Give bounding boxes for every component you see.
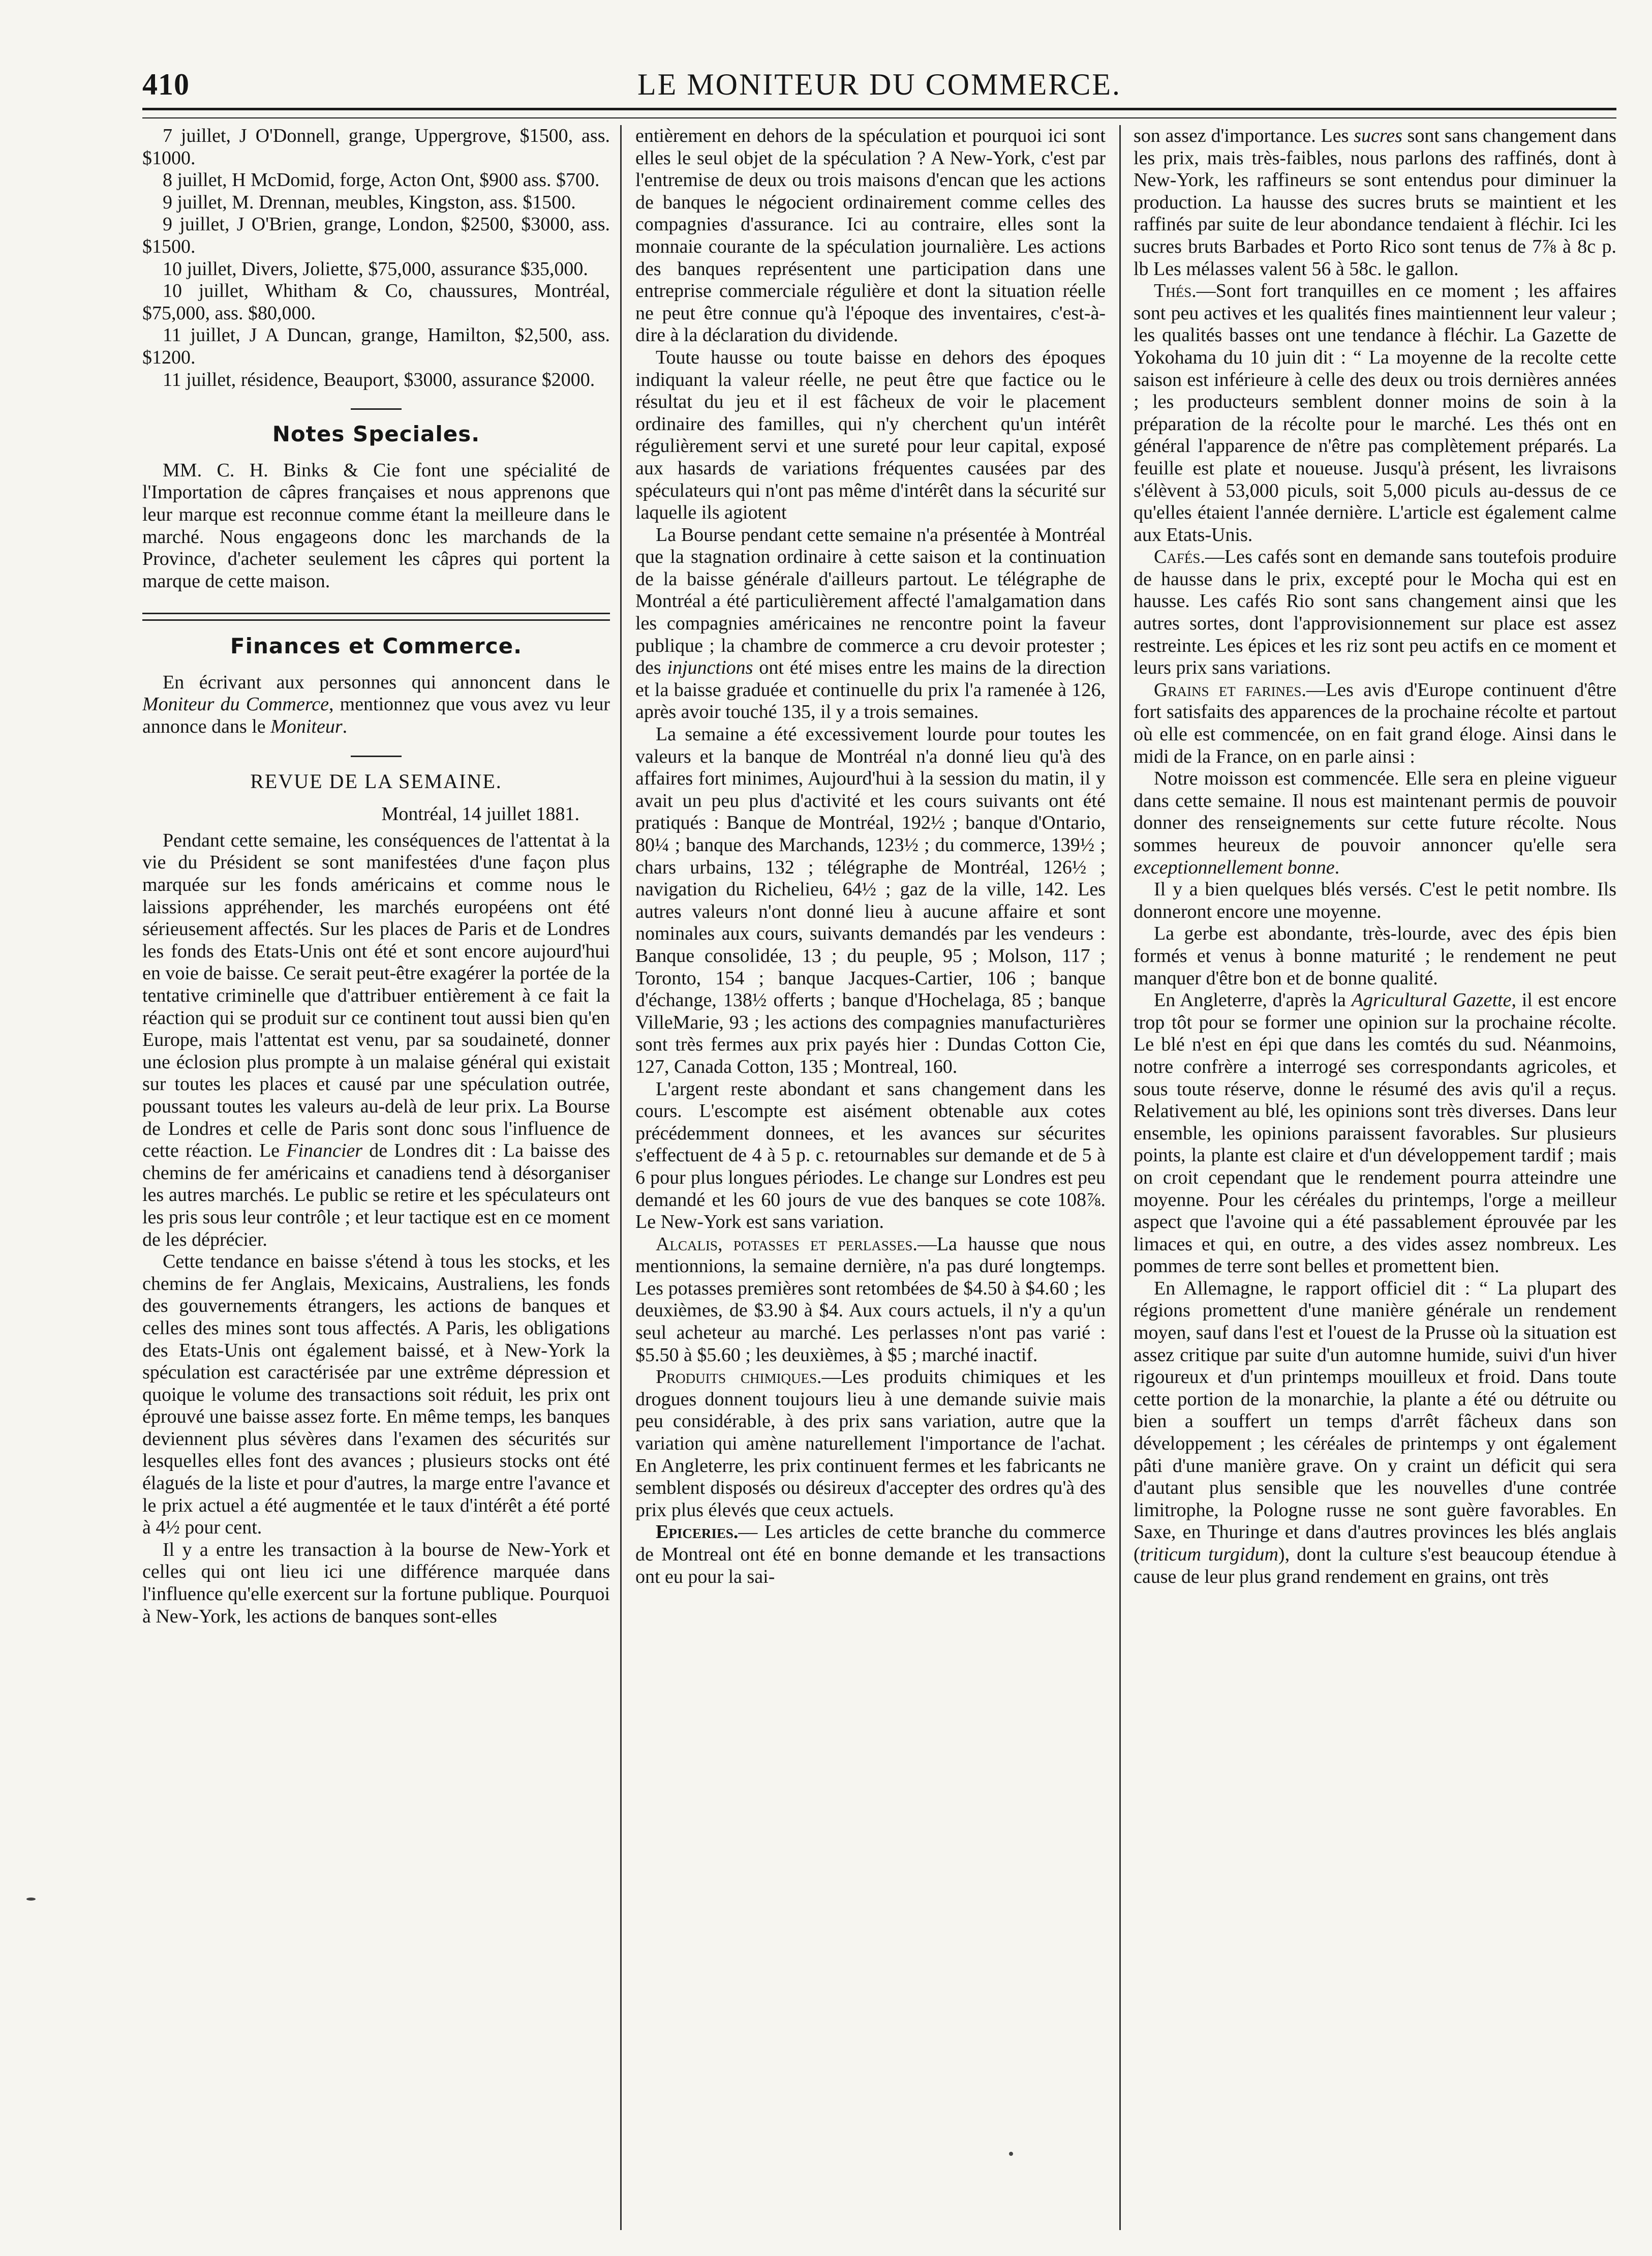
article-paragraph: son assez d'importance. Les sucres sont sans changement dans les prix, mais très-faibles, nous parlons des raffinés, dont à New-York, les raffineurs se sont entendus pour diminuer la production. La hausse des sucres bruts se maintient et les raffinés par suite de leur abondance tendaient à fléchir. Ici les sucres bruts Barbades et Porto Rico sont tenus de 7⅞ à 8c p. lb Les mélasses valent 56 à 58c. le gallon. xyxy=(1134,125,1616,280)
section-divider xyxy=(351,408,402,410)
article-paragraph: Cette tendance en baisse s'étend à tous les stocks, et les chemins de fer Anglais, Mexicains, Australiens, les fonds des gouvernements étrangers, les actions de banques et celles des mines sont tous affectés. A Paris, les obligations des Etats-Unis ont également baissé, et à New-York la spéculation est caractérisée par une extrême dépression et quoique le volume des transactions soit réduit, les prix ont éprouvé une baisse assez forte. En même temps, les banques deviennent plus sévères dans l'examen des sécurités sur lesquelles elles font des avances ; plusieurs stocks ont été élagués de la liste et pour d'autres, la marge entre l'avance et le prix actuel a été augmentée et le taux d'intérêt a été porté à 4½ pour cent. xyxy=(142,1251,610,1539)
column-2 xyxy=(635,125,1106,2230)
fire-entries-list xyxy=(142,125,610,391)
quote-paragraph: La gerbe est abondante, très-lourde, avec des épis bien formés et venus à bonne maturité ; le rendement ne peut manquer d'être bon et de bonne qualité. xyxy=(1134,923,1616,989)
print-speck xyxy=(1009,2152,1013,2156)
notes-speciales-heading: Notes Speciales. xyxy=(272,422,480,447)
fire-entry: 11 juillet, résidence, Beauport, $3000, assurance $2000. xyxy=(163,369,595,390)
article-paragraph: Toute hausse ou toute baisse en dehors des époques indiquant la valeur réelle, ne peut être que factice ou le résultat du jeu et il est fâcheux de voir le placement ordinaire des familles, qui n'y cherchent qu'un intérêt régulièrement servi et une sureté pour leur capital, exposé aux hasards de variations fréquentes causées par des spéculateurs qui n'ont pas même d'intérêt dans la sécurité sur laquelle ils agiotent xyxy=(635,346,1106,524)
fire-entry: 10 juillet, Divers, Joliette, $75,000, assurance $35,000. xyxy=(163,258,588,280)
finance-notice: En écrivant aux personnes qui annoncent dans le Moniteur du Commerce, mentionnez que vous avez vu leur annonce dans le Moniteur. xyxy=(142,671,610,738)
fire-entry: 10 juillet, Whitham & Co, chaussures, Montréal, $75,000, ass. $80,000. xyxy=(142,280,610,324)
article-paragraph: entièrement en dehors de la spéculation et pourquoi ici sont elles le seul objet de la spéculation ? A New-York, c'est par l'entremise de deux ou trois maisons d'encan que les actions de banques le négocient ordinairement comme celles des compagnies d'assurance. Ici au contraire, elles sont la monnaie courante de la spéculation journalière. Les actions des banques représentent une participation dans une entreprise commerciale régulière et dont la situation réelle ne peut être connue qu'à l'époque des inventaires, c'est-à-dire à la déclaration du dividende. xyxy=(635,125,1106,346)
header-rule xyxy=(142,108,1616,118)
article-paragraph: En Allemagne, le rapport officiel dit : “ La plupart des régions promettent d'une manière générale un rendement moyen, sauf dans l'est et l'ouest de la Prusse où la situation est assez critique par suite d'un automne humide, suivi d'un hiver rigoureux et d'un printemps mouilleux et froid. Dans toute cette portion de la monarchie, la plante a été ou détruite ou bien a souffert un temps d'arrêt fâcheux dans son développement ; les céréales de printemps y ont également pâti d'une manière grave. On y craint un déficit qui sera d'autant plus sensible que les nouvelles d'une contrée limitrophe, la Pologne russe ne sont guère favorables. En Saxe, en Thuringe et dans d'autres provinces les blés anglais (triticum turgidum), dont la culture s'est beaucoup étendue à cause de leur plus grand rendement en grains, ont très xyxy=(1134,1277,1616,1587)
column-divider xyxy=(1119,125,1121,2230)
notes-speciales-text: MM. C. H. Binks & Cie font une spécialité de l'Importation de câpres françaises et nous apprenons que leur marque est reconnue comme étant la meilleure dans le marché. Nous engageons donc les marchands de la Province, d'acheter seulement les câpres qui portent la marque de cette maison. xyxy=(142,459,610,592)
revue-heading: REVUE DE LA SEMAINE. xyxy=(250,769,502,793)
section-divider xyxy=(351,756,402,757)
newspaper-page xyxy=(142,0,1616,2256)
fire-entry: 9 juillet, M. Drennan, meubles, Kingston, ass. $1500. xyxy=(163,191,576,213)
article-paragraph: Pendant cette semaine, les conséquences de l'attentat à la vie du Président se sont manifestées d'une façon plus marquée sur les fonds américains et comme nous le laissions appréhender, les marchés européens ont été sérieusement affectés. Sur les places de Paris et de Londres les fonds des Etats-Unis ont été et sont encore aujourd'hui en voie de baisse. Ce serait peut-être exagérer la portée de la tentative criminelle que d'attribuer entièrement à ce fait la réaction qui se produit sur ce continent tout aussi bien qu'en Europe, mais l'attentat est venu, par sa soudaineté, donner une éclosion plus prompte à un malaise général qui existait sur toutes les places et causé par une spéculation outrée, poussant toutes les valeurs au-delà de leur prix. La Bourse de Londres et celle de Paris sont donc sous l'influence de cette réaction. Le Financier de Londres dit : La baisse des chemins de fer américains et canadiens tend à désorganiser les autres marchés. Le public se retire et les spéculateurs ont les pris sous leur contrôle ; et leur tactique est en ce moment de les déprécier. xyxy=(142,829,610,1250)
finances-heading: Finances et Commerce. xyxy=(230,634,523,659)
column-1 xyxy=(142,125,610,2230)
column-3 xyxy=(1134,125,1616,2230)
section-rule xyxy=(142,613,610,621)
fire-entry: 8 juillet, H McDomid, forge, Acton Ont, $900 ass. $700. xyxy=(163,169,600,191)
quote-paragraph: Notre moisson est commencée. Elle sera en pleine vigueur dans cette semaine. Il nous est maintenant permis de pouvoir donner des renseignements sur cette future récolte. Nous sommes heureux de pouvoir annoncer qu'elle sera exceptionnellement bonne. xyxy=(1134,768,1616,878)
running-title: LE MONITEUR DU COMMERCE. xyxy=(637,68,1121,101)
market-thes: Thés.—Sont fort tranquilles en ce moment ; les affaires sont peu actives et les qualités fines maintiennent leur valeur ; les qualités basses ont une tendance à fléchir. La Gazette de Yokohama du 10 juin dit : “ La moyenne de la recolte cette saison est inférieure à celle des deux ou trois dernières années ; les producteurs semblent donner moins de soin à la préparation de la récolte pour le marché. Les thés ont en général l'apparence de n'être pas complètement préparés. La feuille est plate et noueuse. Jusqu'à présent, les livraisons s'élèvent à 53,000 piculs, soit 5,000 piculs au-dessus de ce qu'elles étaient l'année dernière. L'article est également calme aux Etats-Unis. xyxy=(1134,280,1616,546)
market-alcalis: Alcalis, potasses et perlasses.—La hausse que nous mentionnions, la semaine dernière, n'a pas duré longtemps. Les potasses premières sont retombées de $4.50 à $4.60 ; les deuxièmes, de $3.90 à $4. Aux cours actuels, il n'y a qu'un seul acheteur au marché. Les perlasses n'ont pas varié : $5.50 à $5.60 ; les deuxièmes, à $5 ; marché inactif. xyxy=(635,1233,1106,1366)
market-grains: Grains et farines.—Les avis d'Europe continuent d'être fort satisfaits des apparences de la prochaine récolte et partout où elle est commencée, on en fait grand éloge. Ainsi dans le midi de la France, on en parle ainsi : xyxy=(1134,679,1616,767)
article-paragraph: En Angleterre, d'après la Agricultural Gazette, il est encore trop tôt pour se former une opinion sur la prochaine récolte. Le blé n'est en épi que dans les comtés du sud. Néanmoins, notre confrère a interrogé ses correspondants agricoles, et sous toute réserve, donne le résumé des avis qu'il a reçus. Relativement au blé, les opinions sont très diverses. Dans leur ensemble, les opinions paraissent favorables. Sur plusieurs points, la plante est claire et d'un développement tardif ; mais on croit cependant que le rendement pourra atteindre une moyenne. Pour les céréales du printemps, l'orge a meilleur aspect que l'avoine qui a été passablement éprouvée par les limaces et qui, en outre, a des vides assez nombreux. Les pommes de terre sont belles et promettent bien. xyxy=(1134,989,1616,1277)
fire-entry: 11 juillet, J A Duncan, grange, Hamilton, $2,500, ass. $1200. xyxy=(142,324,610,368)
article-paragraph: La semaine a été excessivement lourde pour toutes les valeurs et la banque de Montréal n'a donné lieu qu'à des affaires fort minimes, Aujourd'hui à la session du matin, il y avait un peu plus d'activité et les cours suivants ont été pratiqués : Banque de Montréal, 192½ ; banque d'Ontario, 80¼ ; banque des Marchands, 123½ ; du commerce, 139½ ; chars urbains, 132 ; télégraphe de Montréal, 126½ ; navigation du Richelieu, 64½ ; gaz de la ville, 142. Les autres valeurs n'ont donné lieu à aucune affaire et sont nominales aux cours, suivants demandés par les vendeurs : Banque consolidée, 13 ; du peuple, 95 ; Molson, 117 ; Toronto, 154 ; banque Jacques-Cartier, 106 ; banque d'échange, 138½ offerts ; banque d'Hochelaga, 85 ; banque VilleMarie, 93 ; les actions des compagnies manufacturières sont très fermes aux prix payés hier : Dundas Cotton Cie, 127, Canada Cotton, 135 ; Montreal, 160. xyxy=(635,724,1106,1077)
fire-entry: 7 juillet, J O'Donnell, grange, Uppergrove, $1500, ass. $1000. xyxy=(142,125,610,169)
quote-paragraph: Il y a bien quelques blés versés. C'est le petit nombre. Ils donneront encore une moyenne. xyxy=(1134,879,1616,922)
page-number: 410 xyxy=(142,68,190,101)
article-paragraph: L'argent reste abondant et sans changement dans les cours. L'escompte est aisément obtenable aux cotes précédemment donnees, et les avances sur sécurites s'effectuent de 4 à 5 p. c. retournables sur demande et de 5 à 6 pour plus longues périodes. Le change sur Londres est peu demandé et les 60 jours de vue des banques se cote 108⅞. Le New-York est sans variation. xyxy=(635,1078,1106,1233)
print-speck xyxy=(26,1898,36,1901)
article-paragraph: Il y a entre les transaction à la bourse de New-York et celles qui ont lieu ici une différence marquée dans l'influence qu'elle exercent sur la fortune publique. Pourquoi à New-York, les actions de banques sont-elles xyxy=(142,1539,610,1627)
market-produits-chimiques: Produits chimiques.—Les produits chimiques et les drogues donnent toujours lieu à une demande suivie mais peu considérable, à des prix sans variation, autre que la variation qui amène naturellement l'importance de l'achat. En Angleterre, les prix continuent fermes et les fabricants ne semblent disposés ou désireux d'accepter des ordres qu'à des prix plus élevés que ceux actuels. xyxy=(635,1366,1106,1521)
dateline: Montréal, 14 juillet 1881. xyxy=(381,803,579,825)
page-header xyxy=(142,67,1616,103)
column-divider xyxy=(620,125,622,2230)
fire-entry: 9 juillet, J O'Brien, grange, London, $2500, $3000, ass. $1500. xyxy=(142,214,610,257)
market-epiceries: Epiceries.— Les articles de cette branche du commerce de Montreal ont été en bonne demande et les transactions ont eu pour la sai- xyxy=(635,1521,1106,1587)
article-paragraph: La Bourse pendant cette semaine n'a présentée à Montréal que la stagnation ordinaire à cette saison et la continuation de la baisse générale d'ailleurs partout. Le télégraphe de Montréal a été particulièrement affecté l'amalgamation dans les compagnies américaines ne rencontre point la faveur publique ; la chambre de commerce a cru devoir protester ; des injunctions ont été mises entre les mains de la direction et la baisse graduée et continuelle du prix l'a ramenée à 126, après avoir touché 135, il y a trois semaines. xyxy=(635,524,1106,723)
market-cafes: Cafés.—Les cafés sont en demande sans toutefois produire de hausse dans le prix, excepté pour le Mocha qui est en hausse. Les cafés Rio sont sans changement ainsi que les autres sortes, dont l'approvisionnement sur place est assez restreinte. Les épices et les riz sont peu actifs en ce moment et leurs prix sans variations. xyxy=(1134,546,1616,679)
